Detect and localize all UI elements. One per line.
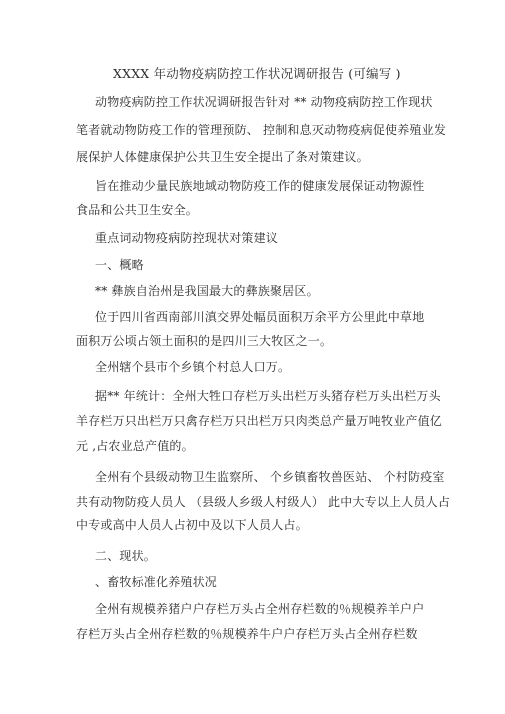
section-heading: 二、现状。 <box>95 549 157 563</box>
paragraph-line: 全州辖个县市个乡镇个村总人口万。 <box>95 360 291 374</box>
section-heading: 一、概略 <box>95 258 144 272</box>
paragraph-line: 存栏万头占全州存栏数的％规模养牛户户存栏万头占全州存栏数 <box>76 627 418 641</box>
paragraph-line: 据** 年统计：全州大牲口存栏万头出栏万头猪存栏万头出栏万头 <box>95 389 441 403</box>
paragraph-line: 笔者就动物防疫工作的管理预防、 控制和息灭动物疫病促使养殖业发 <box>76 123 447 137</box>
paragraph-line: 动物疫病防控工作状况调研报告针对 ** 动物疫病防控工作现状 <box>95 95 433 109</box>
paragraph-line: 面积万公顷占领土面积的是四川三大牧区之一。 <box>76 334 333 348</box>
paragraph-line: 共有动物防疫人员人 （县级人乡级人村级人） 此中大专以上人员人占 <box>76 495 451 509</box>
document-title: XXXX 年动物疫病防控工作状况调研报告 (可编写 ) <box>113 66 401 81</box>
paragraph-line: ** 彝族自治州是我国最大的彝族聚居区。 <box>95 284 319 298</box>
keywords-line: 重点词动物疫病防控现状对策建议 <box>95 231 279 245</box>
paragraph-line: 中专或高中人员人占初中及以下人员人占。 <box>76 518 308 532</box>
paragraph-line: 元 ,占农业总产值的。 <box>76 439 194 453</box>
paragraph-line: 羊存栏万只出栏万只禽存栏万只出栏万只肉类总产量万吨牧业产值亿 <box>76 414 443 428</box>
paragraph-line: 位于四川省西南部川滇交界处幅员面积万余平方公里此中草地 <box>95 310 425 324</box>
paragraph-line: 全州有规模养猪户户存栏万头占全州存栏数的％规模养羊户户 <box>95 602 425 616</box>
subsection-heading: 、畜牧标准化养殖状况 <box>95 575 218 589</box>
paragraph-line: 旨在推动少量民族地域动物防疫工作的健康发展保证动物源性 <box>95 179 425 193</box>
paragraph-line: 食品和公共卫生安全。 <box>76 203 199 217</box>
paragraph-line: 展保护人体健康保护公共卫生安全提出了条对策建议。 <box>76 150 369 164</box>
paragraph-line: 全州有个县级动物卫生监察所、 个乡镇畜牧兽医站、 个村防疫室 <box>95 470 445 484</box>
